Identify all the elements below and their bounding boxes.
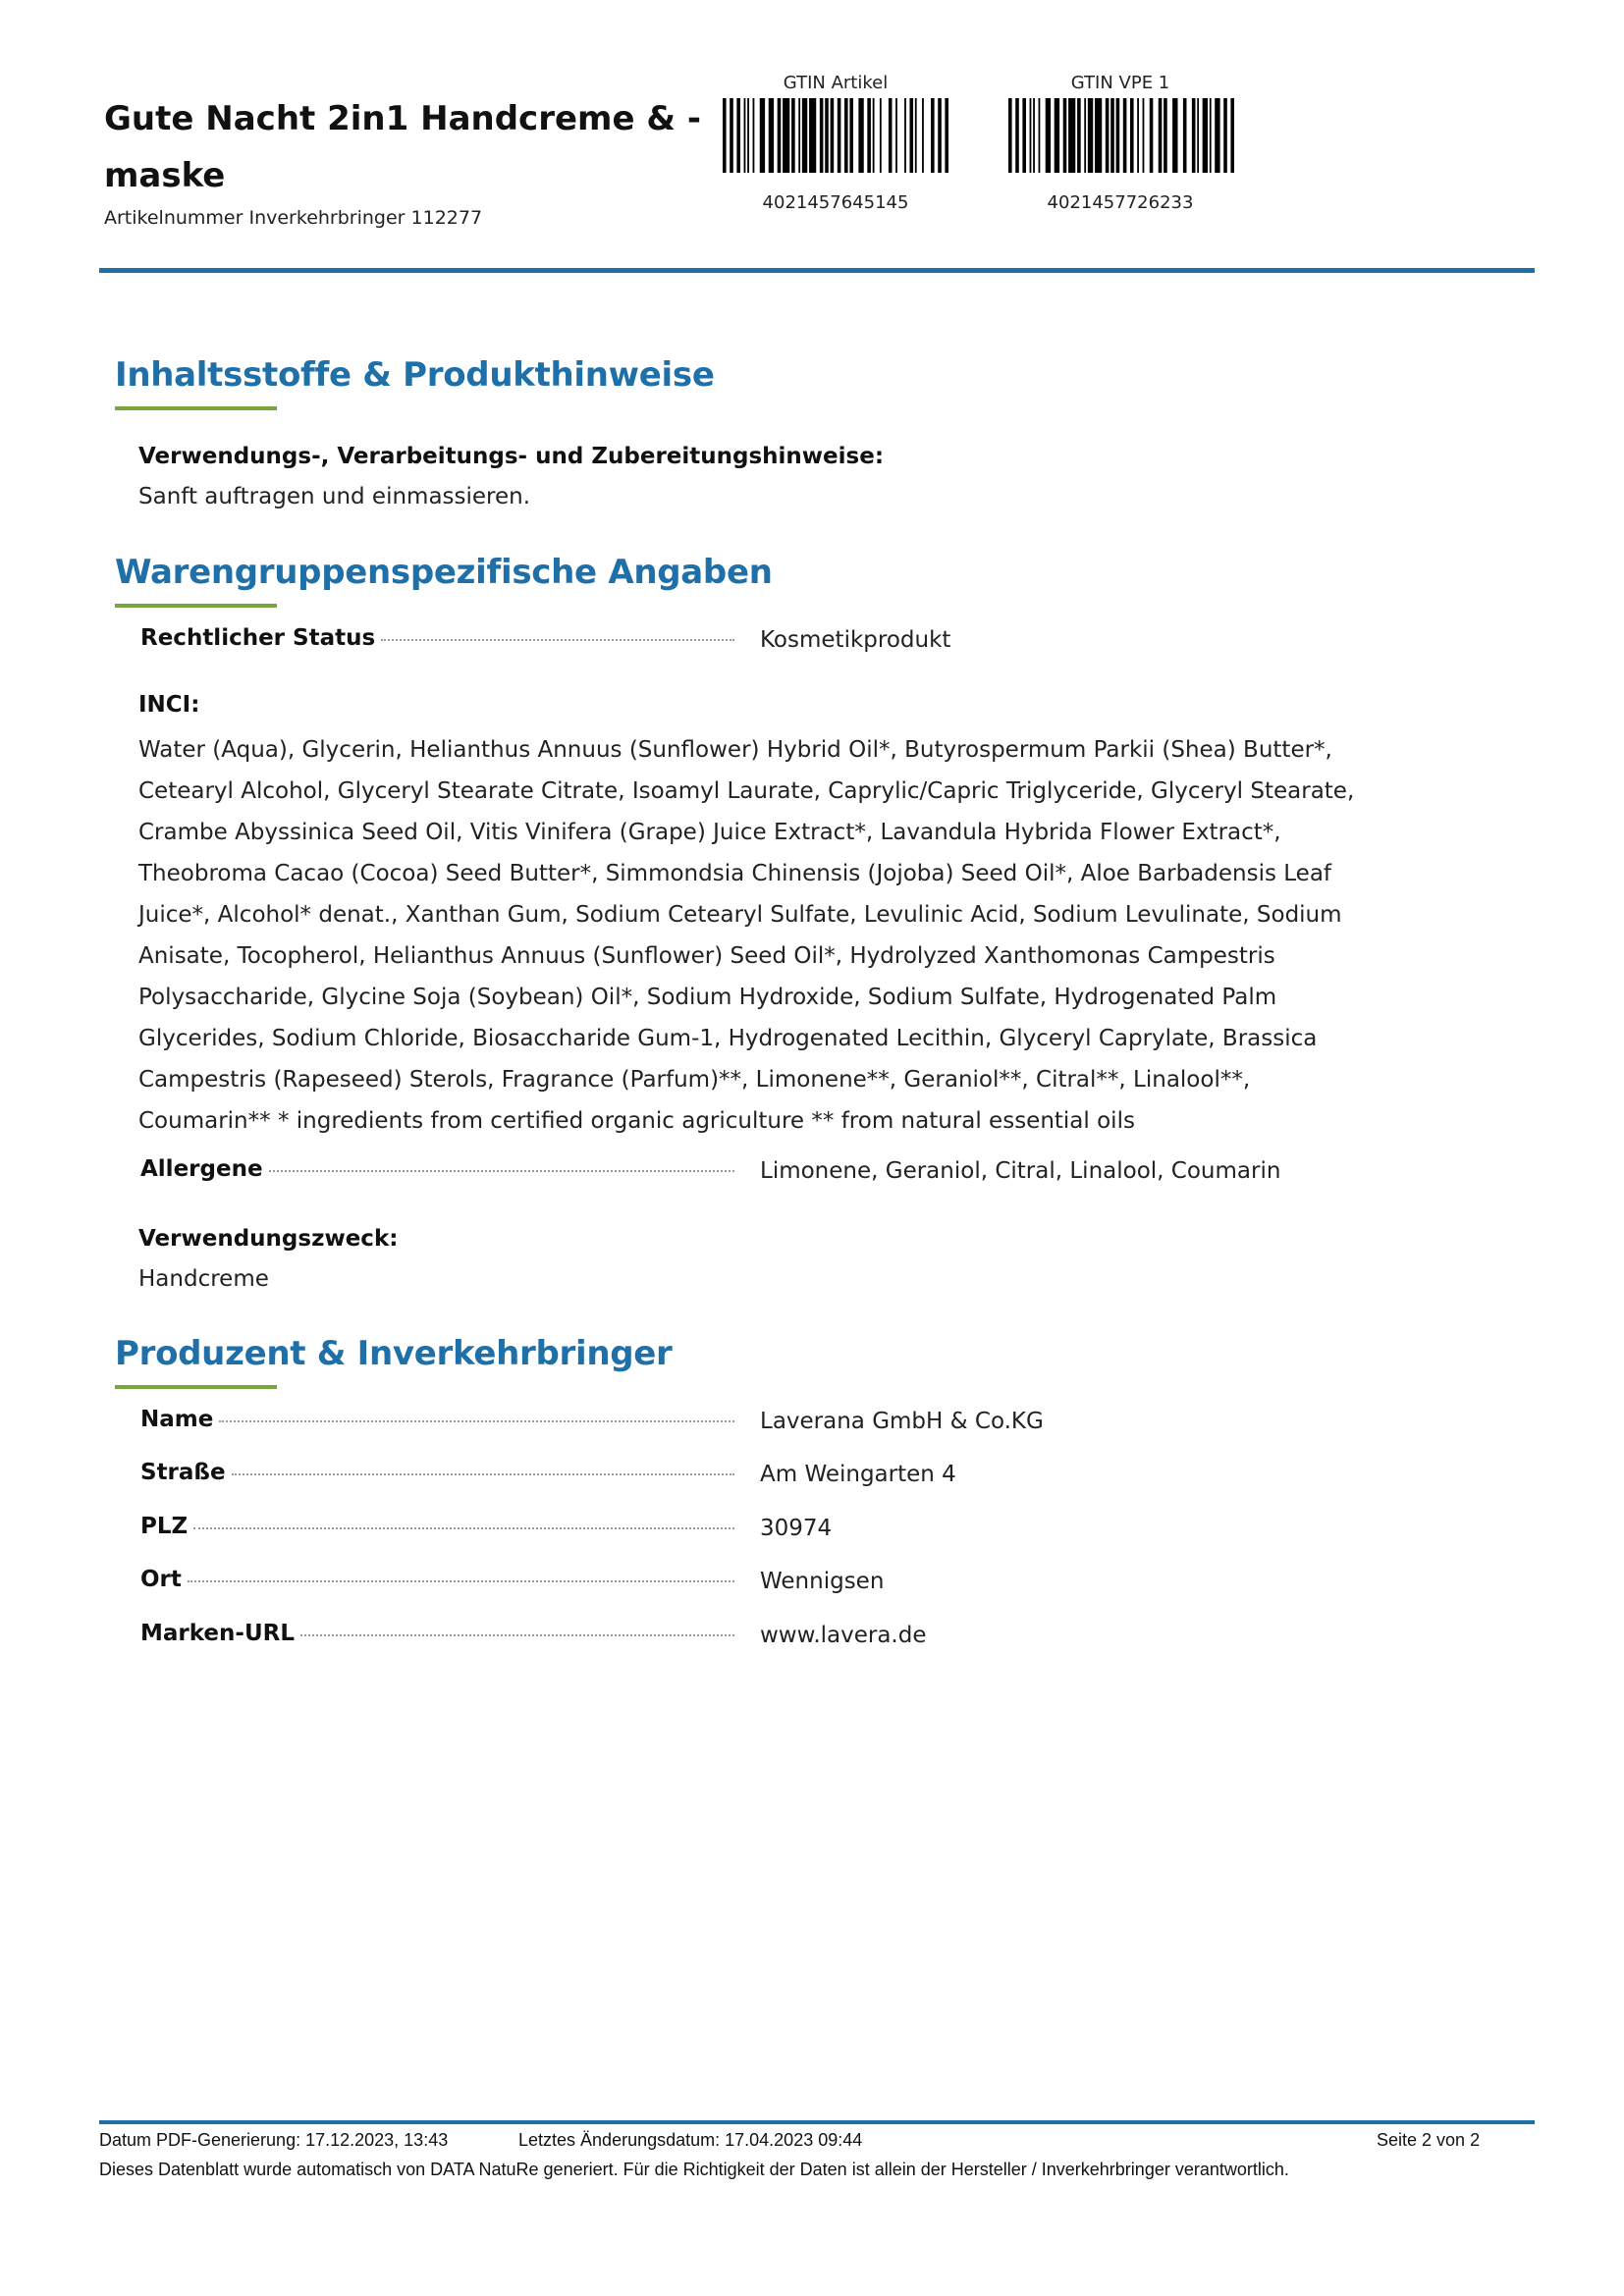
barcode-bar [1046,98,1051,173]
purpose-text: Handcreme [138,1266,269,1292]
barcode-bar [1033,98,1035,173]
gtin-vpe-barcode [1008,98,1234,173]
dotted-leader [269,1170,734,1172]
producer-url-key-label: Marken-URL [140,1621,295,1646]
barcode-bar [1030,98,1032,173]
barcode-bar [1110,98,1114,173]
barcode-bar [938,98,942,173]
barcode-bar [747,98,749,173]
gtin-article-number: 4021457645145 [762,192,909,213]
barcode-bar [1164,98,1167,173]
section-underline [115,406,277,410]
barcode-bar [1063,98,1067,173]
producer-zip-key-label: PLZ [140,1514,189,1539]
barcode-bar [867,98,871,173]
barcode-bar [909,98,913,173]
producer-city-key [140,1567,734,1592]
barcode-bar [820,98,824,173]
gtin-vpe-number: 4021457726233 [1047,192,1194,213]
section-underline [115,604,277,608]
allergens-key-label: Allergene [140,1156,263,1182]
gtin-article-barcode [723,98,948,173]
barcode-bar [1183,98,1187,173]
section-title-category: Warengruppenspezifische Angaben [115,553,773,592]
barcode-bar [1022,98,1026,173]
barcode-bar [1192,98,1196,173]
barcode-bar [1088,98,1093,173]
dotted-leader [381,639,734,641]
barcode-bar [753,98,755,173]
gtin-vpe-label: GTIN VPE 1 [1070,73,1170,93]
barcode-bar [889,98,893,173]
footer-disclaimer: Dieses Datenblatt wurde automatisch von DATA NatuRe generiert. Für die Richtigkeit der Daten ist allein der Hersteller / Inverkehrbringer verantwortlich. [99,2160,1289,2179]
barcode-bar [1116,98,1120,173]
purpose-label: Verwendungszweck: [138,1226,399,1252]
barcode-bar [1077,98,1081,173]
barcode-bar [931,98,935,173]
producer-street-value: Am Weingarten 4 [760,1462,956,1487]
allergens-value: Limonene, Geraniol, Citral, Linalool, Coumarin [760,1158,1281,1184]
barcode-bar [945,98,948,173]
article-number: Artikelnummer Inverkehrbringer 112277 [104,207,483,229]
dotted-leader [232,1473,734,1475]
barcode-bar [783,98,789,173]
barcode-bar [873,98,875,173]
footer-generated-date: Datum PDF-Generierung: 17.12.2023, 13:43 [99,2130,449,2150]
product-title-line-2: maske [104,156,226,195]
allergens-key [140,1156,734,1182]
barcode-bar [831,98,835,173]
barcode-bar [1223,98,1227,173]
barcode-bar [730,98,733,173]
usage-label: Verwendungs-, Verarbeitungs- und Zubereitungshinweise: [138,444,885,469]
barcode-bar [769,98,774,173]
legal-status-value: Kosmetikprodukt [760,627,951,653]
dotted-leader [219,1420,734,1422]
barcode-bar [1039,98,1041,173]
barcode-bar [858,98,863,173]
barcode-bar [1210,98,1212,173]
barcode-bar [1068,98,1075,173]
barcode-bar [1159,98,1163,173]
barcode-bar [1137,98,1139,173]
producer-city-key-label: Ort [140,1567,182,1592]
barcode-bar [1106,98,1110,173]
barcode-bar [736,98,740,173]
barcode-bar [1143,98,1145,173]
barcode-bar [809,98,816,173]
producer-zip-value: 30974 [760,1516,833,1541]
dotted-leader [300,1634,734,1636]
barcode-bar [1095,98,1102,173]
gtin-article-label: GTIN Artikel [783,73,889,93]
legal-status-key [140,625,734,651]
barcode-bar [880,98,882,173]
barcode-bar [802,98,807,173]
producer-url-value: www.lavera.de [760,1623,927,1648]
dotted-leader [193,1527,734,1529]
barcode-bar [1008,98,1012,173]
inci-label: INCI: [138,692,200,718]
barcode-bar [1230,98,1234,173]
producer-name-value: Laverana GmbH & Co.KG [760,1409,1044,1434]
barcode-bar [844,98,848,173]
section-title-producer: Produzent & Inverkehrbringer [115,1334,673,1373]
producer-zip-key [140,1514,734,1539]
section-underline [115,1385,277,1389]
barcode-bar [778,98,782,173]
legal-status-key-label: Rechtlicher Status [140,625,376,651]
barcode-bar [838,98,841,173]
usage-text: Sanft auftragen und einmassieren. [138,484,531,509]
footer-divider [99,2120,1535,2124]
barcode-bar [895,98,897,173]
barcode-bar [1084,98,1086,173]
producer-city-value: Wennigsen [760,1569,885,1594]
barcode-bar [849,98,853,173]
barcode-bar [1015,98,1019,173]
footer-page-number: Seite 2 von 2 [1377,2130,1481,2150]
barcode-bar [1215,98,1219,173]
section-title-ingredients: Inhaltsstoffe & Produkthinweise [115,355,715,395]
barcode-bar [922,98,924,173]
barcode-bar [904,98,906,173]
dotted-leader [188,1580,734,1582]
barcode-bar [1123,98,1127,173]
barcode-bar [1172,98,1177,173]
barcode-bar [798,98,800,173]
barcode-bar [915,98,917,173]
producer-url-key [140,1621,734,1646]
barcode-bar [1130,98,1134,173]
barcode-bar [1197,98,1199,173]
producer-street-key [140,1460,734,1485]
barcode-bar [760,98,765,173]
producer-street-key-label: Straße [140,1460,226,1485]
footer-modified-date: Letztes Änderungsdatum: 17.04.2023 09:44 [518,2130,863,2150]
barcode-bar [744,98,746,173]
barcode-bar [723,98,727,173]
inci-text: Water (Aqua), Glycerin, Helianthus Annuus (Sunflower) Hybrid Oil*, Butyrospermum Parkii (Shea) Butter*, Cetearyl Alcohol, Glyceryl Stearate Citrate, Isoamyl Laurate, Caprylic/Capric Triglyceride, Glyceryl Stearate, Crambe Abyssinica Seed Oil, Vitis Vinifera (Grape) Juice Extract*, Lavandula Hybrida Flower Extract*, Theobroma Cacao (Cocoa) Seed Butter*, Simmondsia Chinensis (Jojoba) Seed Oil*, Aloe Barbadensis Leaf Juice*, Alcohol* denat., Xanthan Gum, Sodium Cetearyl Sulfate, Levulinic Acid, Sodium Levulinate, Sodium Anisate, Tocopherol, Helianthus Annuus (Sunflower) Seed Oil*, Hydrolyzed Xanthomonas Campestris Polysaccharide, Glycine Soja (Soybean) Oil*, Sodium Hydroxide, Sodium Sulfate, Hydrogenated Palm Glycerides, Sodium Chloride, Biosaccharide Gum-1, Hydrogenated Lecithin, Glyceryl Caprylate, Brassica Campestris (Rapeseed) Sterols, Fragrance (Parfum)**, Limonene**, Geraniol**, Citral**, Linalool**, Coumarin** * ingredients from certified organic agriculture ** from natural essential oils [138,737,1355,1134]
barcode-bar [1055,98,1059,173]
producer-name-key-label: Name [140,1407,214,1432]
barcode-bar [1150,98,1154,173]
barcode-bar [791,98,795,173]
barcode-bar [1203,98,1208,173]
product-title-line-1: Gute Nacht 2in1 Handcreme & - [104,99,701,138]
header-divider [99,268,1535,273]
producer-name-key [140,1407,734,1432]
barcode-bar [825,98,829,173]
